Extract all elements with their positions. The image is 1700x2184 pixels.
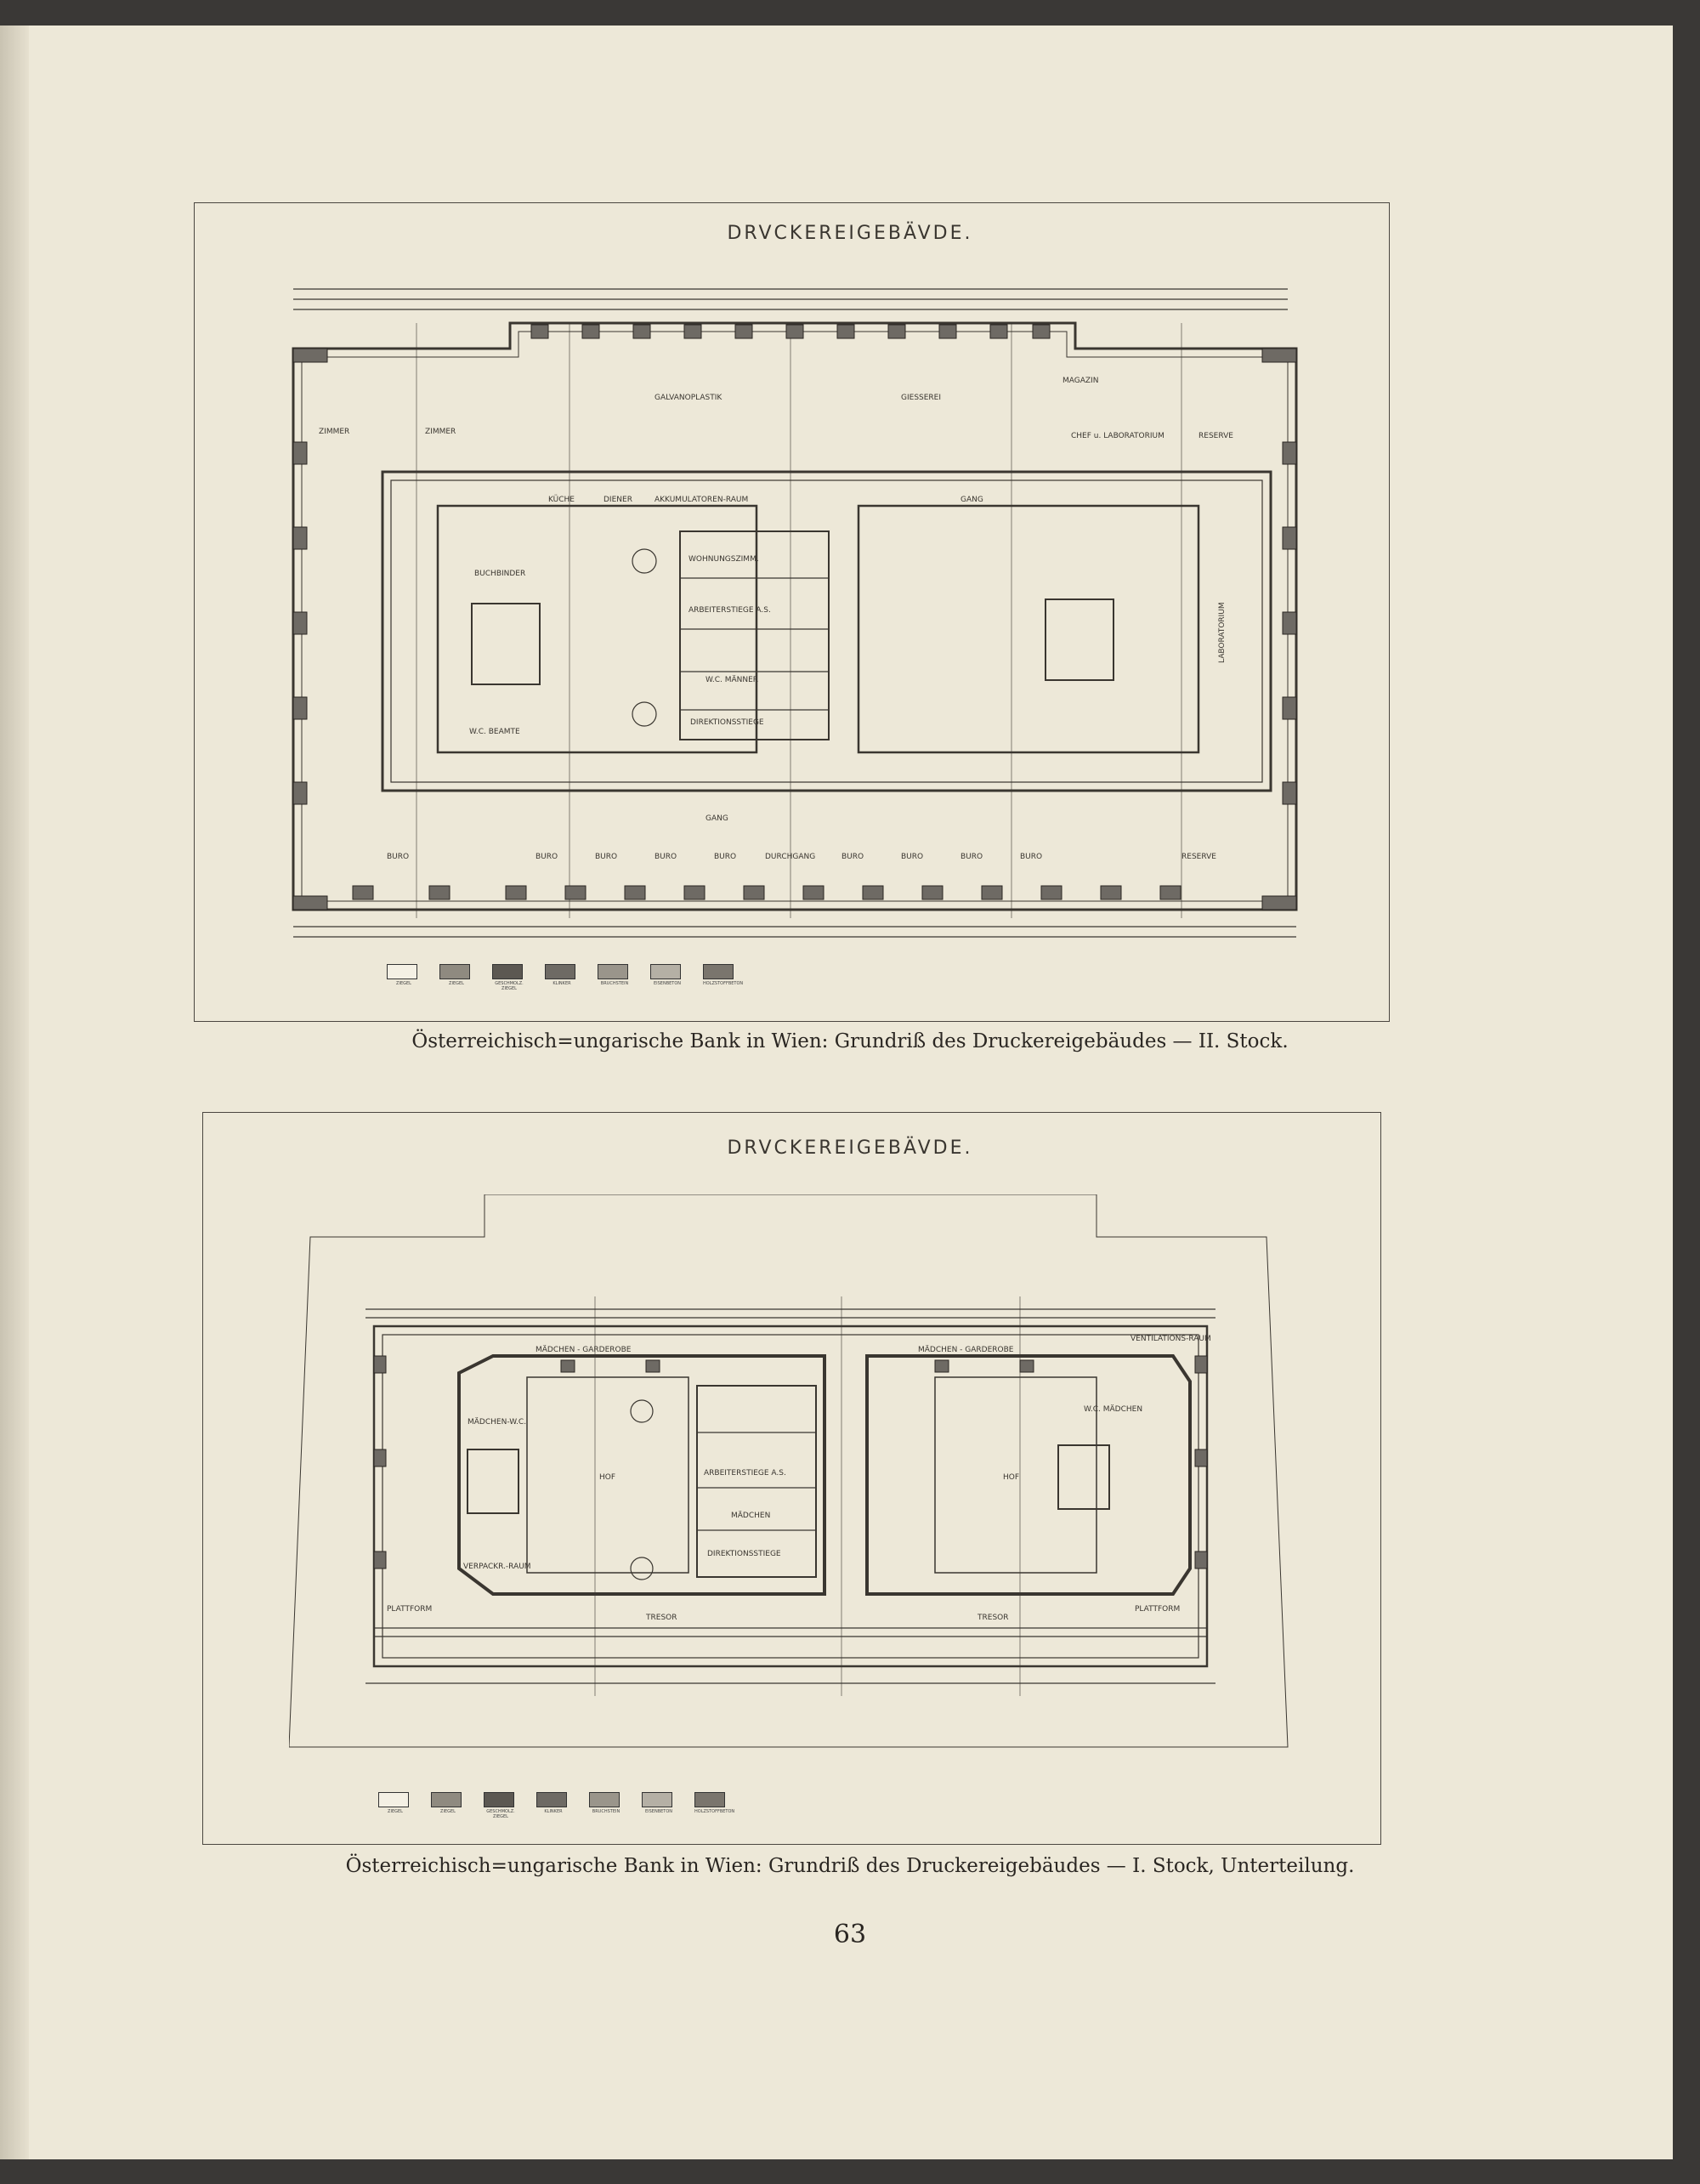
room-label: LABORATORIUM [1218,602,1227,663]
room-label: MÄDCHEN - GARDEROBE [918,1346,1014,1354]
legend-item: BRUCHSTEIN [598,964,632,991]
legend-item: HOLZSTOFFBETON [703,964,737,991]
room-label: RESERVE [1198,432,1233,440]
plate-1-title: DRVCKEREIGEBÄVDE. [727,223,973,244]
plate-2-caption: Österreichisch=ungarische Bank in Wien: Grundriß des Druckereigebäudes — I. Stock, Unterteilung. [345,1855,1355,1877]
room-label: MÄDCHEN - GARDEROBE [536,1346,632,1354]
room-label: AKKUMULATOREN-RAUM [654,496,749,504]
room-label: BURO [901,853,924,861]
plate-2-title: DRVCKEREIGEBÄVDE. [727,1137,973,1159]
room-label: BURO [714,853,737,861]
room-label: DIREKTIONSSTIEGE [707,1550,781,1558]
room-label: BURO [842,853,864,861]
room-label: BUCHBINDER [474,570,526,578]
plate-1-caption: Österreichisch=ungarische Bank in Wien: Grundriß des Druckereigebäudes — II. Stock. [411,1030,1289,1052]
room-label: PLATTFORM [1135,1605,1181,1614]
room-label: ZIMMER [319,428,350,436]
legend-item: ZIEGEL [387,964,421,991]
legend-item: GESCHMOLZ. ZIEGEL [492,964,526,991]
legend-item: KLINKER [545,964,579,991]
book-gutter [0,26,29,2159]
room-label: W.C. MÄDCHEN [1084,1405,1143,1414]
room-label: BURO [536,853,558,861]
room-label: ZIMMER [425,428,456,436]
room-label: RESERVE [1182,853,1216,861]
room-label: W.C. MÄNNER [706,676,759,684]
plate-2-legend [378,1792,735,1819]
room-label: GANG [706,814,728,823]
room-label: BURO [654,853,677,861]
room-label: MÄDCHEN [731,1512,771,1520]
room-label: MAGAZIN [1062,377,1099,385]
room-label: MÄDCHEN-W.C. [468,1418,527,1427]
room-label: KÜCHE [548,496,575,504]
room-label: BURO [960,853,983,861]
room-label: GANG [960,496,983,504]
room-label: CHEF u. LABORATORIUM [1071,432,1164,440]
room-label: GALVANOPLASTIK [654,394,722,402]
room-label: VENTILATIONS-RAUM [1130,1335,1211,1343]
room-label: DURCHGANG [765,853,816,861]
room-label: HOF [1003,1473,1020,1482]
room-label: HOF [599,1473,616,1482]
room-label: BURO [1020,853,1043,861]
room-label: ARBEITERSTIEGE A.S. [704,1469,786,1478]
room-label: BURO [595,853,618,861]
plate-2-floorplan [289,1194,1292,1756]
legend-item: EISENBETON [650,964,684,991]
legend-item: ZIEGEL [378,1792,412,1819]
legend-item: BRUCHSTEIN [589,1792,623,1819]
page-number: 63 [833,1920,867,1949]
legend-item: GESCHMOLZ. ZIEGEL [484,1792,518,1819]
room-label: PLATTFORM [387,1605,433,1614]
room-label: VERPACKR.-RAUM [463,1563,531,1571]
legend-item: ZIEGEL [439,964,473,991]
room-label: WOHNUNGSZIMM. [688,555,759,564]
room-label: TRESOR [646,1614,677,1622]
room-label: TRESOR [978,1614,1009,1622]
legend-item: ZIEGEL [431,1792,465,1819]
room-label: GIESSEREI [901,394,942,402]
legend-item: EISENBETON [642,1792,676,1819]
plate-1-legend [387,964,744,991]
room-label: DIREKTIONSSTIEGE [690,718,764,727]
legend-item: KLINKER [536,1792,570,1819]
legend-item: HOLZSTOFFBETON [694,1792,728,1819]
room-label: DIENER [604,496,632,504]
plate-1-floorplan [246,272,1352,969]
room-label: W.C. BEAMTE [469,728,520,736]
room-label: ARBEITERSTIEGE A.S. [688,606,771,615]
room-label: BURO [387,853,410,861]
